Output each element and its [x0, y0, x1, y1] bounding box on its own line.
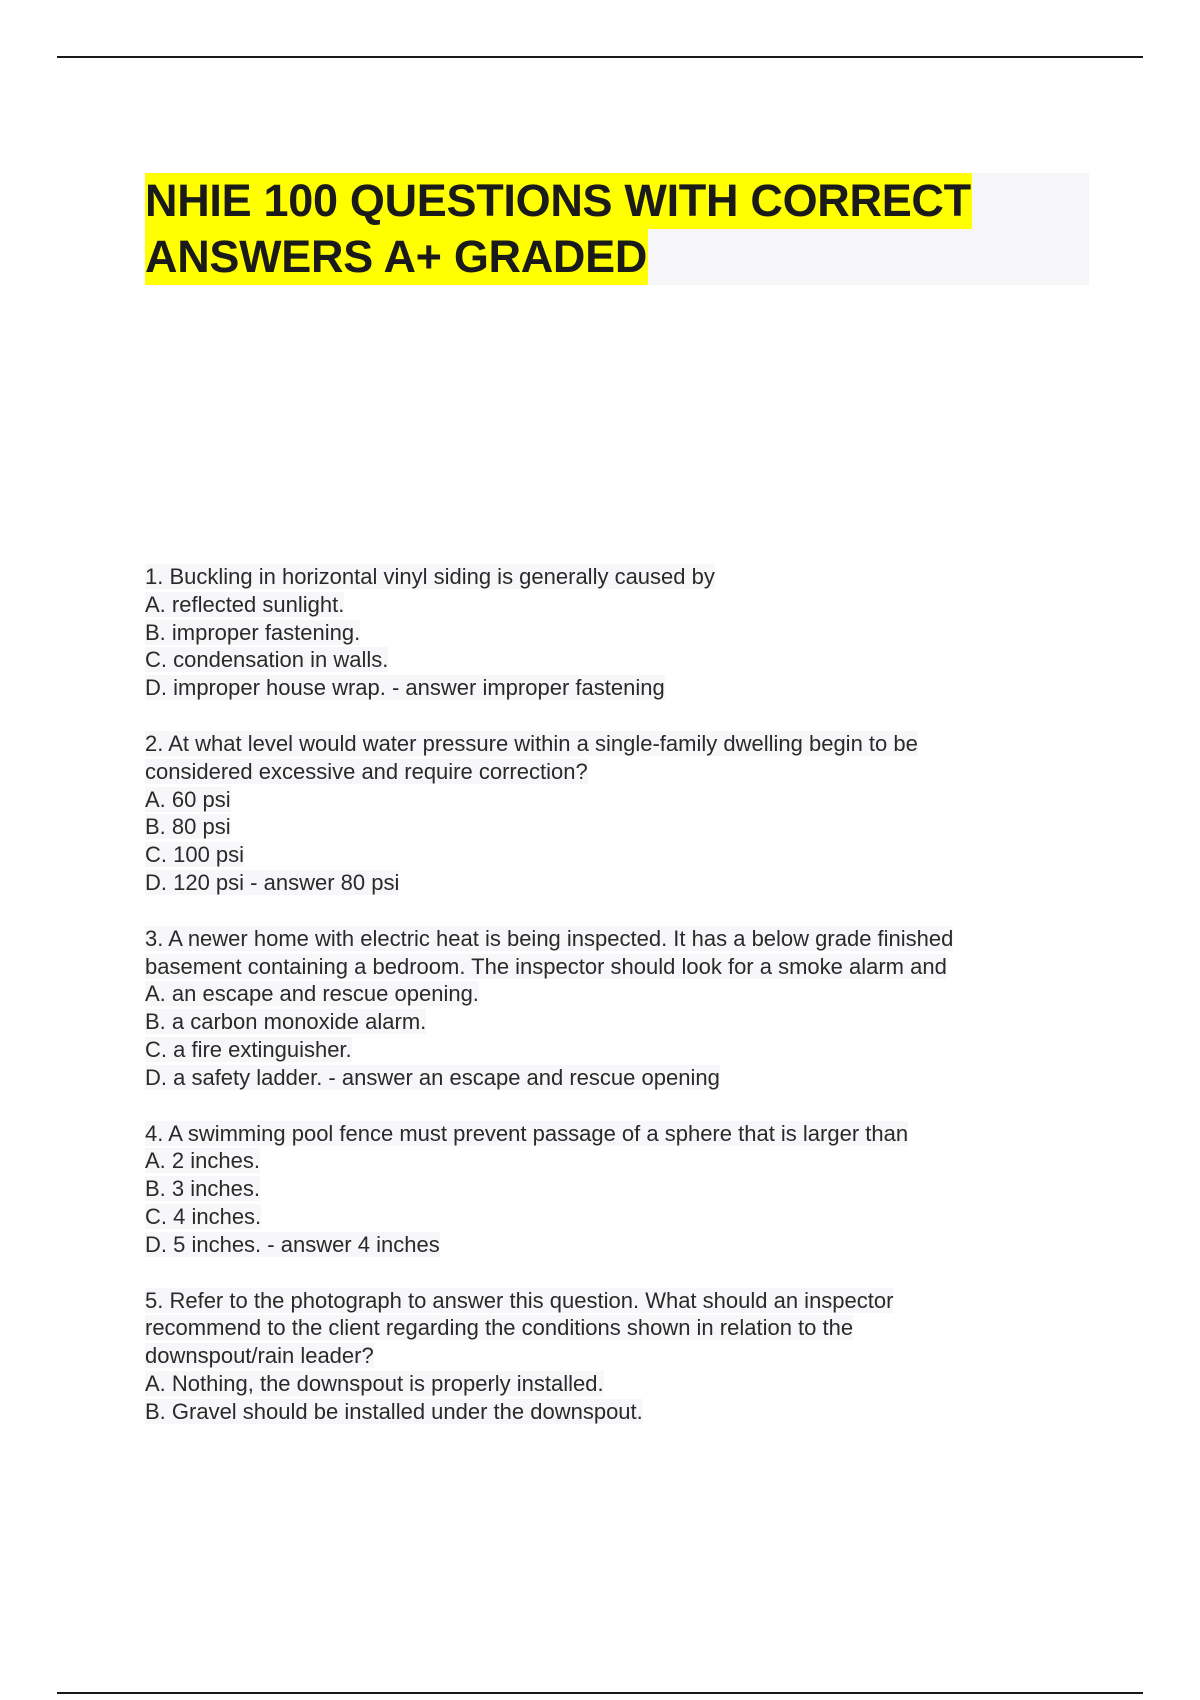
- question-stem: downspout/rain leader?: [145, 1343, 374, 1369]
- answer-option-c: C. a fire extinguisher.: [145, 1036, 352, 1062]
- question-stem: basement containing a bedroom. The inspector should look for a smoke alarm and: [145, 953, 947, 979]
- question-stem: considered excessive and require correction?: [145, 758, 588, 784]
- answer-option-b: B. improper fastening.: [145, 619, 361, 645]
- question-stem: recommend to the client regarding the conditions shown in relation to the: [145, 1315, 854, 1341]
- answer-option-d: D. improper house wrap. - answer improper fastening: [145, 675, 665, 701]
- answer-option-d: D. 120 psi - answer 80 psi: [145, 869, 400, 895]
- question-stem: 2. At what level would water pressure within a single-family dwelling begin to be: [145, 730, 918, 756]
- title-block: [145, 173, 1089, 285]
- answer-option-b: B. a carbon monoxide alarm.: [145, 1009, 427, 1035]
- answer-option-c: C. 4 inches.: [145, 1203, 262, 1229]
- top-rule: [57, 56, 1143, 58]
- question-2: [145, 730, 1045, 897]
- answer-option-a: A. Nothing, the downspout is properly installed.: [145, 1370, 604, 1396]
- question-stem: 5. Refer to the photograph to answer this question. What should an inspector: [145, 1287, 894, 1313]
- question-4: [145, 1120, 1045, 1259]
- bottom-rule: [57, 1692, 1143, 1694]
- question-3: [145, 925, 1045, 1092]
- title-line: ANSWERS A+ GRADED: [145, 229, 648, 285]
- answer-option-a: A. reflected sunlight.: [145, 591, 345, 617]
- answer-option-d: D. a safety ladder. - answer an escape and rescue opening: [145, 1064, 720, 1090]
- answer-option-a: A. 2 inches.: [145, 1148, 260, 1174]
- answer-option-b: B. 3 inches.: [145, 1176, 260, 1202]
- question-5: [145, 1287, 1045, 1426]
- question-1: [145, 563, 1045, 702]
- question-stem: 3. A newer home with electric heat is being inspected. It has a below grade finished: [145, 925, 954, 951]
- question-stem: 1. Buckling in horizontal vinyl siding is generally caused by: [145, 564, 715, 589]
- title-line: NHIE 100 QUESTIONS WITH CORRECT: [145, 173, 972, 229]
- answer-option-c: C. condensation in walls.: [145, 647, 389, 673]
- question-stem: 4. A swimming pool fence must prevent passage of a sphere that is larger than: [145, 1120, 909, 1146]
- answer-option-b: B. Gravel should be installed under the downspout.: [145, 1398, 643, 1424]
- answer-option-a: A. 60 psi: [145, 786, 231, 812]
- answer-option-d: D. 5 inches. - answer 4 inches: [145, 1231, 440, 1257]
- answer-option-a: A. an escape and rescue opening.: [145, 981, 479, 1007]
- question-list: [145, 563, 1045, 1454]
- document-title: [145, 173, 1089, 285]
- answer-option-c: C. 100 psi: [145, 842, 245, 868]
- answer-option-b: B. 80 psi: [145, 814, 231, 840]
